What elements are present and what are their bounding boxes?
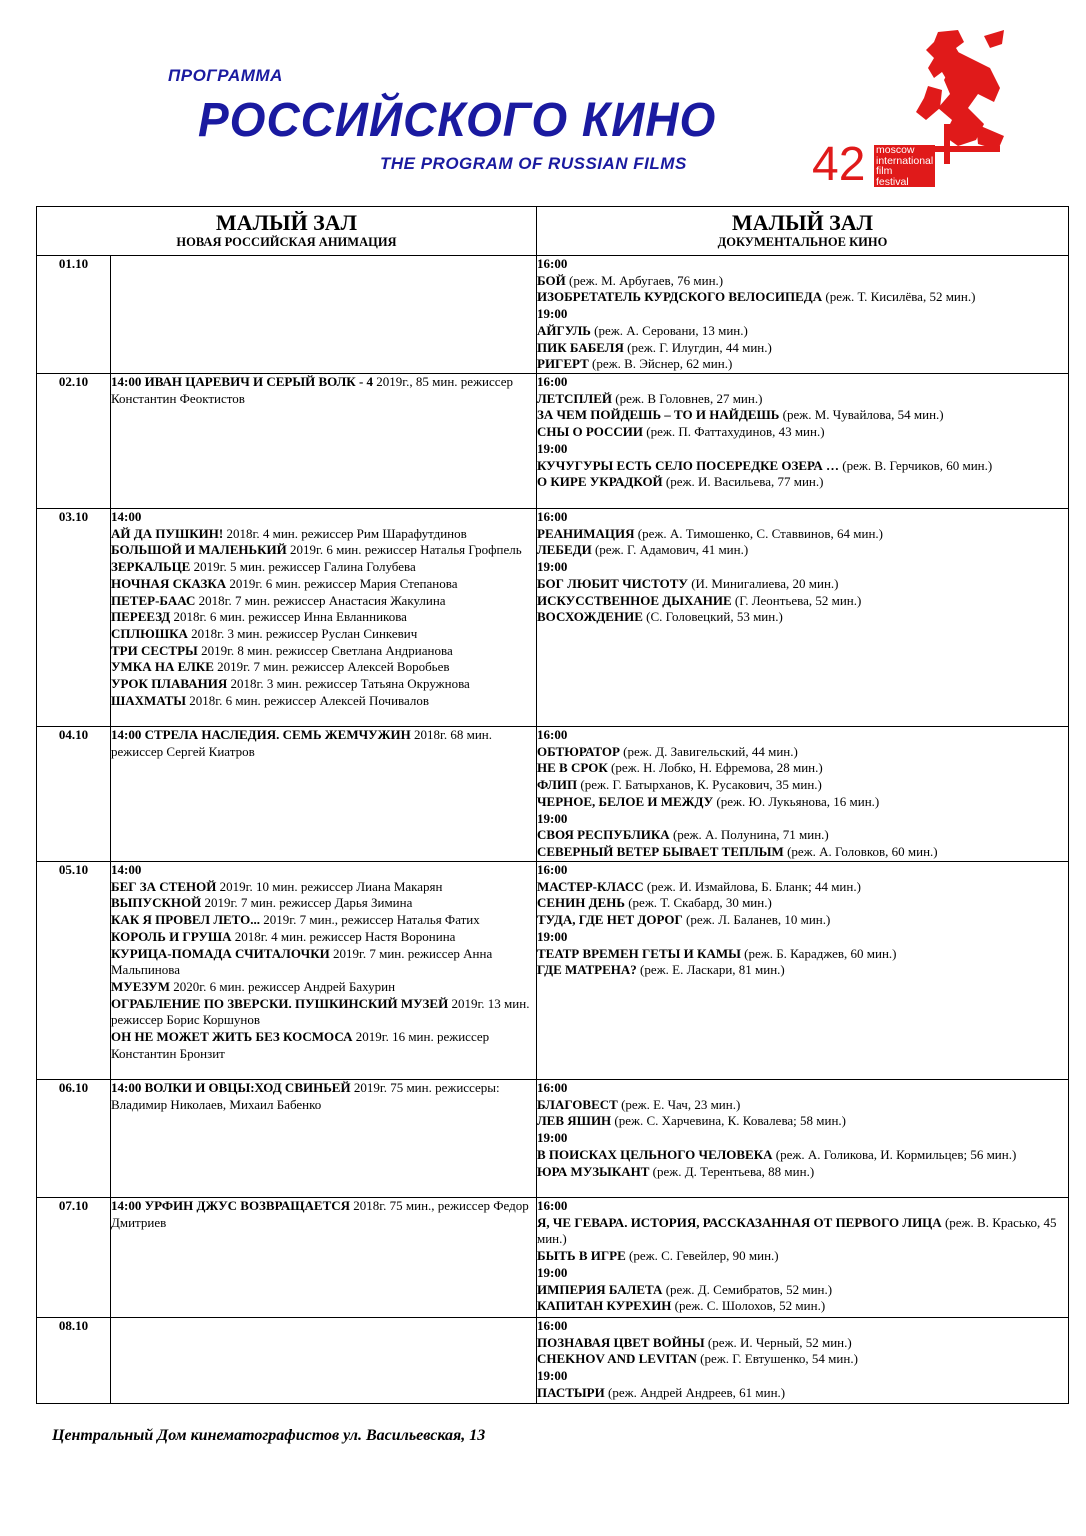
list-item: [537, 1351, 1068, 1368]
film-title: В ПОИСКАХ ЦЕЛЬНОГО ЧЕЛОВЕКА: [537, 1146, 773, 1162]
film-title: ТЕАТР ВРЕМЕН ГЕТЫ И КАМЫ: [537, 945, 741, 961]
film-title: ВОСХОЖДЕНИЕ: [537, 609, 643, 625]
table-row: [37, 727, 1069, 862]
film-title: ЧЕРНОЕ, БЕЛОЕ И МЕЖДУ: [537, 793, 714, 809]
film-details: (реж. М. Арбугаев, 76 мин.): [565, 272, 724, 288]
film-title: ЛЕТСПЛЕЙ: [537, 390, 612, 406]
table-row: [37, 509, 1069, 727]
film-title: ОН НЕ МОЖЕТ ЖИТЬ БЕЗ КОСМОСА: [111, 1029, 353, 1045]
list-item: [537, 1113, 1068, 1130]
film-details: (реж. Андрей Андреев, 61 мин.): [604, 1384, 786, 1400]
schedule-table: [36, 206, 1069, 1404]
film-details: 2018г. 75 мин., режиссер Федор Дмитриев: [111, 1198, 529, 1230]
film-title: УРОК ПЛАВАНИЯ: [111, 676, 228, 692]
header-subtitle-en: THE PROGRAM OF RUSSIAN FILMS: [380, 154, 687, 173]
list-item: [111, 693, 536, 710]
list-item: [537, 374, 1068, 391]
animation-cell: [111, 1080, 537, 1198]
film-title: ГДЕ МАТРЕНА?: [537, 962, 637, 978]
list-item: [537, 929, 1068, 946]
film-details: 2018г. 3 мин. режиссер Татьяна Окружнова: [227, 676, 470, 692]
film-title: 19:00: [537, 440, 568, 456]
documentary-cell: [537, 256, 1069, 374]
section-name: НОВАЯ РОССИЙСКАЯ АНИМАЦИЯ: [176, 235, 397, 249]
documentary-cell: [537, 1318, 1069, 1404]
film-title: ЮРА МУЗЫКАНТ: [537, 1163, 650, 1179]
animation-cell: [111, 256, 537, 374]
animation-cell: [111, 1318, 537, 1404]
list-item: [537, 1368, 1068, 1385]
film-title: СНЫ О РОССИИ: [537, 424, 644, 440]
film-details: (реж. Г. Адамович, 41 мин.): [591, 542, 749, 558]
list-item: [537, 727, 1068, 744]
list-item: [111, 879, 536, 896]
film-details: (реж. С. Шолохов, 52 мин.): [671, 1298, 826, 1314]
animation-cell: [111, 374, 537, 509]
list-item: [537, 811, 1068, 828]
film-title: 19:00: [537, 810, 568, 826]
film-title: БЫТЬ В ИГРЕ: [537, 1248, 626, 1264]
list-item: [537, 340, 1068, 357]
film-details: (реж. В. Красько, 45 мин.): [537, 1214, 1057, 1247]
film-title: МАСТЕР-КЛАСС: [537, 878, 644, 894]
list-item: [111, 609, 536, 626]
list-item: [537, 323, 1068, 340]
film-details: 2019г. 10 мин. режиссер Лиана Макарян: [216, 878, 443, 894]
column-header-documentary: [537, 207, 1069, 256]
film-details: (реж. Н. Лобко, Н. Ефремова, 28 мин.): [607, 760, 823, 776]
list-item: [537, 542, 1068, 559]
film-details: (реж. П. Фаттахудинов, 43 мин.): [643, 424, 825, 440]
list-item: [537, 777, 1068, 794]
film-details: (реж. Д. Терентьева, 88 мин.): [649, 1163, 815, 1179]
documentary-cell: [537, 1198, 1069, 1318]
list-item: [537, 1385, 1068, 1402]
film-details: (реж. И. Васильева, 77 мин.): [662, 474, 824, 490]
list-item: [537, 946, 1068, 963]
documentary-cell: [537, 509, 1069, 727]
column-header-animation: [37, 207, 537, 256]
date-cell: 03.10: [37, 509, 111, 727]
film-title: БЕГ ЗА СТЕНОЙ: [111, 878, 217, 894]
film-details: 2019г. 6 мин. режиссер Мария Степанова: [226, 575, 458, 591]
film-details: (реж. Л. Баланев, 10 мин.): [682, 912, 831, 928]
film-title: 16:00: [537, 727, 568, 742]
list-item: [537, 424, 1068, 441]
film-title: КАПИТАН КУРЕХИН: [537, 1298, 672, 1314]
film-title: НЕ В СРОК: [537, 760, 608, 776]
film-details: (реж. Т. Кисилёва, 52 мин.): [822, 289, 976, 305]
film-title: 19:00: [537, 1368, 568, 1384]
film-title: 19:00: [537, 1130, 568, 1146]
list-item: [537, 962, 1068, 979]
list-item: [111, 542, 536, 559]
film-title: УМКА НА ЕЛКЕ: [111, 659, 214, 675]
date-cell: 01.10: [37, 256, 111, 374]
table-row: [37, 374, 1069, 509]
film-details: (реж. В. Эйснер, 62 мин.): [588, 356, 733, 372]
film-title: АЙГУЛЬ: [537, 322, 591, 338]
list-item: [537, 844, 1068, 861]
header-title: РОССИЙСКОГО КИНО: [198, 91, 717, 147]
film-details: 2019г. 6 мин. режиссер Наталья Грофпель: [286, 542, 522, 558]
list-item: [537, 1097, 1068, 1114]
film-details: 2018г. 4 мин. режиссер Рим Шарафутдинов: [223, 525, 467, 541]
film-details: (реж. А. Головков, 60 мин.): [783, 843, 938, 859]
list-item: [537, 827, 1068, 844]
list-item: [537, 879, 1068, 896]
list-item: [537, 912, 1068, 929]
list-item: [111, 929, 536, 946]
film-title: БОГ ЛЮБИТ ЧИСТОТУ: [537, 575, 688, 591]
film-title: 19:00: [537, 559, 568, 575]
film-title: ПЕТЕР-БААС: [111, 592, 196, 608]
list-item: [537, 526, 1068, 543]
list-item: [537, 356, 1068, 373]
list-item: [111, 593, 536, 610]
film-title: КУЧУГУРЫ ЕСТЬ СЕЛО ПОСЕРЕДКЕ ОЗЕРА …: [537, 457, 839, 473]
film-details: (реж. А. Серовани, 13 мин.): [590, 322, 748, 338]
list-item: [537, 1248, 1068, 1265]
list-item: [111, 996, 536, 1029]
film-details: 2018г. 6 мин. режиссер Алексей Почивалов: [186, 692, 430, 708]
table-header-row: [37, 207, 1069, 256]
list-item: [111, 626, 536, 643]
film-title: 16:00: [537, 509, 568, 524]
film-details: 2018г. 7 мин. режиссер Анастасия Жакулина: [195, 592, 446, 608]
date-cell: 08.10: [37, 1318, 111, 1404]
film-title: РИГЕРТ: [537, 356, 589, 372]
footer-venue-address: Центральный Дом кинематографистов ул. Васильевская, 13: [52, 1427, 486, 1444]
date-cell: 02.10: [37, 374, 111, 509]
list-item: [537, 306, 1068, 323]
film-title: 14:00 СТРЕЛА НАСЛЕДИЯ. СЕМЬ ЖЕМЧУЖИН: [111, 727, 411, 742]
film-title: АЙ ДА ПУШКИН!: [111, 525, 224, 541]
festival-name-line: international: [876, 154, 934, 167]
film-title: ТРИ СЕСТРЫ: [111, 642, 198, 658]
film-title: ПИК БАБЕЛЯ: [537, 339, 624, 355]
list-item: [111, 912, 536, 929]
section-name: ДОКУМЕНТАЛЬНОЕ КИНО: [717, 235, 888, 249]
list-item: [111, 862, 536, 879]
festival-name-line: festival: [874, 177, 935, 188]
list-item: [111, 643, 536, 660]
date-cell: 04.10: [37, 727, 111, 862]
film-title: ЛЕВ ЯШИН: [537, 1113, 612, 1129]
film-details: (реж. Д. Семибратов, 52 мин.): [662, 1281, 833, 1297]
film-details: (реж. Г. Батырханов, К. Русакович, 35 мин.): [577, 777, 822, 793]
film-title: НОЧНАЯ СКАЗКА: [111, 575, 227, 591]
film-title: Я, ЧЕ ГЕВАРА. ИСТОРИЯ, РАССКАЗАННАЯ ОТ ПЕРВОГО ЛИЦА: [537, 1214, 942, 1230]
film-title: ВЫПУСКНОЙ: [111, 895, 202, 911]
film-details: (реж. В Головнев, 27 мин.): [612, 390, 763, 406]
list-item: [537, 441, 1068, 458]
film-details: (реж. С. Харчевина, К. Ковалева; 58 мин.): [611, 1113, 847, 1129]
film-title: 16:00: [537, 1080, 568, 1095]
film-details: (реж. С. Гевейлер, 90 мин.): [625, 1248, 779, 1264]
list-item: [111, 1080, 536, 1113]
film-details: 2018г. 6 мин. режиссер Инна Евланникова: [170, 609, 407, 625]
film-details: (реж. А. Голикова, И. Кормильцев; 56 мин.): [772, 1146, 1017, 1162]
film-title: 16:00: [537, 862, 568, 877]
film-details: (С. Головецкий, 53 мин.): [642, 609, 783, 625]
list-item: [111, 559, 536, 576]
film-details: (реж. Б. Караджев, 60 мин.): [740, 945, 897, 961]
list-item: [537, 576, 1068, 593]
film-title: ТУДА, ГДЕ НЕТ ДОРОГ: [537, 912, 683, 928]
film-details: (реж. В. Герчиков, 60 мин.): [838, 457, 993, 473]
list-item: [537, 1080, 1068, 1097]
film-title: ПАСТЫРИ: [537, 1384, 605, 1400]
list-item: [111, 659, 536, 676]
film-title: CHEKHOV AND LEVITAN: [537, 1351, 697, 1367]
list-item: [537, 744, 1068, 761]
film-details: (реж. Е. Чач, 23 мин.): [617, 1096, 741, 1112]
film-details: 2019г. 5 мин. режиссер Галина Голубева: [190, 559, 416, 575]
film-details: (И. Минигалиева, 20 мин.): [687, 575, 839, 591]
film-title: ЗЕРКАЛЬЦЕ: [111, 559, 191, 575]
film-title: МУЕЗУМ: [111, 978, 170, 994]
film-details: 2018г. 3 мин. режиссер Руслан Синкевич: [187, 625, 418, 641]
list-item: [537, 559, 1068, 576]
film-details: 2020г. 6 мин. режиссер Андрей Бахурин: [170, 978, 396, 994]
table-row: [37, 256, 1069, 374]
list-item: [537, 1335, 1068, 1352]
film-title: 14:00 ВОЛКИ И ОВЦЫ:ХОД СВИНЬЕЙ: [111, 1080, 351, 1095]
film-title: 16:00: [537, 1318, 568, 1333]
film-title: ОГРАБЛЕНИЕ ПО ЗВЕРСКИ. ПУШКИНСКИЙ МУЗЕЙ: [111, 995, 449, 1011]
table-row: [37, 1198, 1069, 1318]
festival-name-block: [874, 145, 935, 187]
list-item: [537, 862, 1068, 879]
animation-cell: [111, 509, 537, 727]
list-item: [537, 1130, 1068, 1147]
film-title: БОЙ: [537, 272, 566, 288]
film-title: СЕВЕРНЫЙ ВЕТЕР БЫВАЕТ ТЕПЛЫМ: [537, 843, 784, 859]
film-title: 14:00: [111, 509, 142, 524]
documentary-cell: [537, 727, 1069, 862]
film-details: 2019г. 7 мин. режиссер Дарья Зимина: [201, 895, 413, 911]
list-item: [537, 1265, 1068, 1282]
list-item: [537, 593, 1068, 610]
film-title: ШАХМАТЫ: [111, 692, 187, 708]
film-details: (реж. И. Измайлова, Б. Бланк; 44 мин.): [643, 878, 861, 894]
film-details: 2019г. 16 мин. режиссер Константин Бронзит: [111, 1029, 490, 1061]
date-cell: 07.10: [37, 1198, 111, 1318]
film-title: ФЛИП: [537, 777, 578, 793]
list-item: [537, 1298, 1068, 1315]
list-item: [111, 895, 536, 912]
film-title: КОРОЛЬ И ГРУША: [111, 928, 232, 944]
film-title: 14:00: [111, 862, 142, 877]
list-item: [111, 1029, 536, 1062]
list-item: [111, 509, 536, 526]
film-title: 14:00 ИВАН ЦАРЕВИЧ И СЕРЫЙ ВОЛК - 4: [111, 374, 374, 389]
list-item: [537, 407, 1068, 424]
film-title: 16:00: [537, 256, 568, 271]
film-title: КАК Я ПРОВЕЛ ЛЕТО...: [111, 912, 261, 928]
film-title: СЕНИН ДЕНЬ: [537, 895, 625, 911]
film-details: (реж. М. Чувайлова, 54 мин.): [779, 407, 944, 423]
film-details: 2019г. 8 мин. режиссер Светлана Андрианова: [197, 642, 453, 658]
list-item: [111, 576, 536, 593]
film-title: РЕАНИМАЦИЯ: [537, 525, 635, 541]
film-details: 2019г., 85 мин. режиссер Константин Феоктистов: [111, 374, 513, 406]
film-title: 16:00: [537, 1198, 568, 1213]
list-item: [111, 727, 536, 760]
list-item: [537, 256, 1068, 273]
header-program-label: ПРОГРАММА: [168, 66, 283, 85]
table-row: [37, 862, 1069, 1080]
film-details: 2019г. 7 мин. режиссер Алексей Воробьев: [213, 659, 450, 675]
film-details: (реж. А. Полунина, 71 мин.): [669, 827, 829, 843]
film-title: БОЛЬШОЙ И МАЛЕНЬКИЙ: [111, 542, 287, 558]
table-row: [37, 1080, 1069, 1198]
film-details: (реж. И. Черный, 52 мин.): [704, 1334, 852, 1350]
film-details: (реж. Г. Илугдин, 44 мин.): [623, 339, 772, 355]
list-item: [537, 1282, 1068, 1299]
list-item: [537, 509, 1068, 526]
film-details: (реж. Т. Скабард, 30 мин.): [624, 895, 772, 911]
film-details: 2019г. 75 мин. режиссеры: Владимир Николаев, Михаил Бабенко: [111, 1080, 500, 1112]
list-item: [537, 794, 1068, 811]
film-title: ЗА ЧЕМ ПОЙДЕШЬ – ТО И НАЙДЕШЬ: [537, 407, 780, 423]
film-title: КУРИЦА-ПОМАДА СЧИТАЛОЧКИ: [111, 945, 330, 961]
film-title: ЛЕБЕДИ: [537, 542, 592, 558]
documentary-cell: [537, 1080, 1069, 1198]
list-item: [111, 1198, 536, 1231]
animation-cell: [111, 727, 537, 862]
film-details: (реж. Ю. Лукьянова, 16 мин.): [713, 793, 880, 809]
list-item: [111, 374, 536, 407]
film-title: ИЗОБРЕТАТЕЛЬ КУРДСКОГО ВЕЛОСИПЕДА: [537, 289, 823, 305]
hall-name: МАЛЫЙ ЗАЛ: [215, 210, 358, 235]
film-details: (реж. Г. Евтушенко, 54 мин.): [696, 1351, 858, 1367]
date-cell: 06.10: [37, 1080, 111, 1198]
film-details: (реж. Е. Ласкари, 81 мин.): [636, 962, 785, 978]
film-details: (Г. Леонтьева, 52 мин.): [731, 592, 862, 608]
film-details: 2019г. 13 мин. режиссер Борис Коршунов: [111, 995, 530, 1028]
film-title: ОБТЮРАТОР: [537, 743, 620, 759]
list-item: [537, 1147, 1068, 1164]
animation-cell: [111, 862, 537, 1080]
film-title: СВОЯ РЕСПУБЛИКА: [537, 827, 670, 843]
hall-name: МАЛЫЙ ЗАЛ: [731, 210, 874, 235]
documentary-cell: [537, 374, 1069, 509]
list-item: [537, 391, 1068, 408]
festival-name-line: moscow: [874, 145, 935, 156]
list-item: [111, 526, 536, 543]
film-title: ПЕРЕЕЗД: [111, 609, 171, 625]
film-details: 2018г. 4 мин. режиссер Настя Воронина: [231, 928, 456, 944]
festival-name-line: film: [874, 166, 935, 177]
list-item: [537, 760, 1068, 777]
film-title: БЛАГОВЕСТ: [537, 1096, 618, 1112]
list-item: [537, 1198, 1068, 1215]
list-item: [537, 609, 1068, 626]
film-title: ПОЗНАВАЯ ЦВЕТ ВОЙНЫ: [537, 1334, 705, 1350]
film-title: О КИРЕ УКРАДКОЙ: [537, 474, 663, 490]
list-item: [537, 273, 1068, 290]
list-item: [111, 946, 536, 979]
list-item: [537, 1318, 1068, 1335]
list-item: [537, 474, 1068, 491]
list-item: [537, 1164, 1068, 1181]
film-title: 19:00: [537, 1264, 568, 1280]
list-item: [537, 1215, 1068, 1248]
film-title: 14:00 УРФИН ДЖУС ВОЗВРАЩАЕТСЯ: [111, 1198, 351, 1213]
film-details: (реж. А. Тимошенко, С. Ставвинов, 64 мин.): [634, 525, 883, 541]
film-title: СПЛЮШКА: [111, 625, 188, 641]
documentary-cell: [537, 862, 1069, 1080]
film-title: 19:00: [537, 306, 568, 322]
film-details: 2019г. 7 мин. режиссер Анна Мальпинова: [111, 945, 493, 978]
list-item: [537, 458, 1068, 475]
film-details: 2018г. 68 мин. режиссер Сергей Киатров: [111, 727, 493, 759]
film-title: ИСКУССТВЕННОЕ ДЫХАНИЕ: [537, 592, 732, 608]
film-details: (реж. Д. Завигельский, 44 мин.): [619, 743, 798, 759]
list-item: [111, 676, 536, 693]
animation-cell: [111, 1198, 537, 1318]
festival-number: 42: [812, 138, 866, 191]
film-title: ИМПЕРИЯ БАЛЕТА: [537, 1281, 663, 1297]
list-item: [111, 979, 536, 996]
date-cell: 05.10: [37, 862, 111, 1080]
table-row: [37, 1318, 1069, 1404]
list-item: [537, 289, 1068, 306]
list-item: [537, 895, 1068, 912]
film-title: 16:00: [537, 374, 568, 389]
film-details: 2019г. 7 мин., режиссер Наталья Фатих: [260, 912, 480, 928]
film-title: 19:00: [537, 928, 568, 944]
